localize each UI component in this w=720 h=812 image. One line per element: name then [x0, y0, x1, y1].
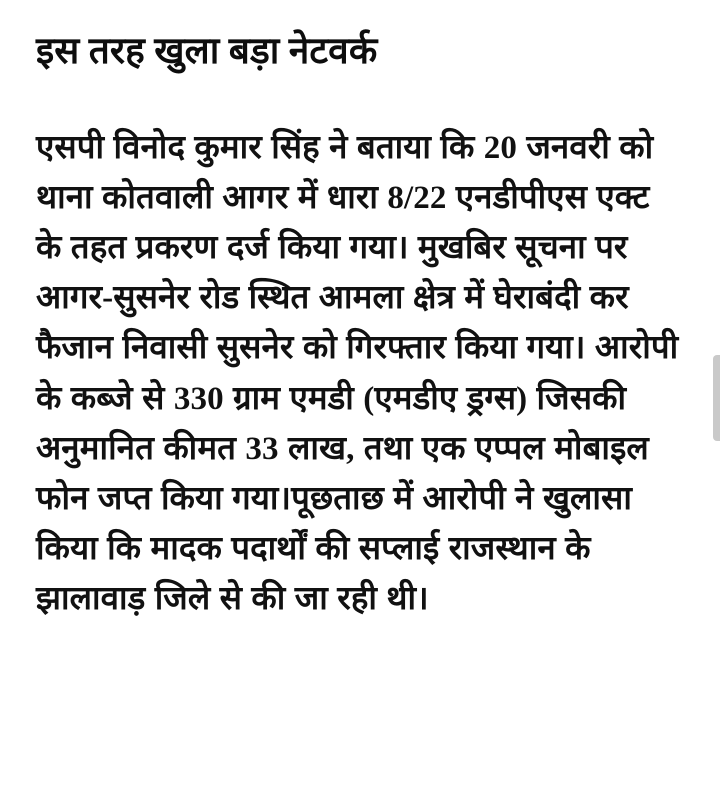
article-body: एसपी विनोद कुमार सिंह ने बताया कि 20 जनवरी को थाना कोतवाली आगर में धारा 8/22 एनडीपीएस एक्ट के तहत प्रकरण दर्ज किया गया। मुखबिर सूचना पर आगर-सुसनेर रोड स्थित आमला क्षेत्र में घेराबंदी कर फैजान निवासी सुसनेर को गिरफ्तार किया गया। आरोपी के कब्जे से 330 ग्राम एमडी (एमडीए ड्रग्स) जिसकी अनुमानित कीमत 33 लाख, तथा एक एप्पल मोबाइल फोन जप्त किया गया।पूछताछ में आरोपी ने खुलासा किया कि मादक पदार्थों की सप्लाई राजस्थान के झालावाड़ जिले से की जा रही थी।	[36, 129, 679, 618]
scrollbar[interactable]	[713, 355, 720, 441]
page-title: इस तरह खुला बड़ा नेटवर्क	[36, 31, 378, 72]
